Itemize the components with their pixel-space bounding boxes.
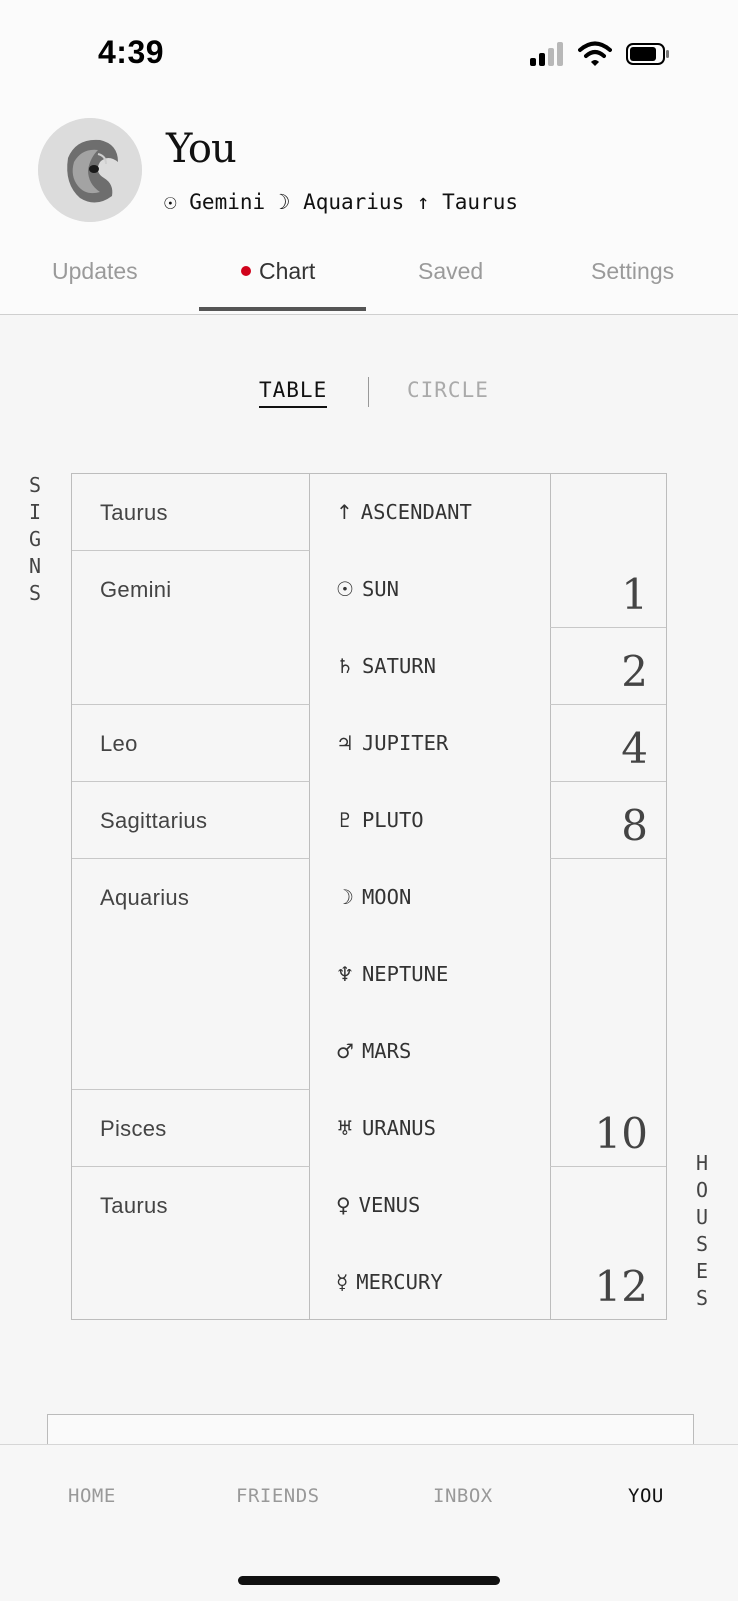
chart-table (71, 473, 667, 1320)
profile-name: You (166, 126, 236, 172)
venus-icon: ♀ (336, 1193, 351, 1217)
nav-you[interactable]: YOU (628, 1485, 664, 1507)
mars-icon: ♂ (336, 1039, 354, 1063)
axis-letter: I (28, 500, 42, 524)
axis-letter: E (695, 1259, 709, 1283)
active-dot-icon (241, 266, 251, 276)
view-toggle-table[interactable]: TABLE (259, 378, 327, 408)
profile-tabs (0, 250, 738, 314)
axis-letter: N (28, 554, 42, 578)
active-tab-indicator (199, 307, 366, 311)
house-cell[interactable]: 12 (594, 1262, 648, 1311)
ascendant-icon: ↑ (336, 500, 353, 524)
nav-inbox[interactable]: INBOX (433, 1485, 493, 1507)
sign-cell[interactable]: Gemini (72, 551, 310, 705)
planet-pluto[interactable]: ♇ PLUTO (336, 808, 424, 832)
nav-home[interactable]: HOME (68, 1485, 116, 1507)
toggle-divider (368, 377, 369, 407)
house-cell[interactable]: 4 (550, 705, 666, 782)
planet-moon[interactable]: ☽ MOON (336, 885, 412, 909)
planet-mercury[interactable]: ☿ MERCURY (336, 1270, 443, 1294)
house-cell[interactable]: 8 (550, 782, 666, 859)
planet-neptune[interactable]: ♆ NEPTUNE (336, 962, 449, 986)
battery-icon (626, 43, 670, 65)
status-time: 4:39 (98, 34, 165, 70)
tab-updates[interactable]: Updates (52, 258, 138, 284)
jupiter-icon: ♃ (336, 731, 354, 755)
sign-cell[interactable]: Aquarius (72, 859, 310, 1090)
sign-cell[interactable]: Pisces (72, 1090, 310, 1167)
big-three-summary: ☉ Gemini ☽ Aquarius ↑ Taurus (164, 190, 519, 214)
planet-venus[interactable]: ♀ VENUS (336, 1193, 421, 1217)
neptune-icon: ♆ (336, 962, 354, 986)
axis-letter: S (695, 1232, 709, 1256)
axis-letter: G (28, 527, 42, 551)
planet-jupiter[interactable]: ♃ JUPITER (336, 731, 449, 755)
sun-icon: ☉ (336, 577, 354, 601)
house-cell[interactable]: 1 (550, 474, 666, 628)
view-toggle-circle[interactable]: CIRCLE (407, 378, 489, 402)
house-cell[interactable]: 2 (550, 628, 666, 705)
tab-saved[interactable]: Saved (418, 258, 484, 284)
axis-letter: H (695, 1151, 709, 1175)
avatar[interactable] (38, 118, 142, 222)
axis-letter: U (695, 1205, 709, 1229)
houses-axis-label (692, 1150, 712, 1312)
sign-cell[interactable]: Sagittarius (72, 782, 310, 859)
moon-icon: ☽ (336, 885, 354, 909)
axis-letter: O (695, 1178, 709, 1202)
planet-mars[interactable]: ♂ MARS (336, 1039, 412, 1063)
axis-letter: S (28, 581, 42, 605)
profile-header (0, 0, 738, 315)
tab-chart[interactable]: Chart (241, 258, 315, 285)
pluto-icon: ♇ (336, 808, 354, 832)
planets-column (310, 474, 551, 1319)
saturn-icon: ♄ (336, 654, 354, 678)
axis-letter: S (28, 473, 42, 497)
planet-ascendant[interactable]: ↑ ASCENDANT (336, 500, 472, 524)
planet-sun[interactable]: ☉ SUN (336, 577, 399, 601)
axis-letter: S (695, 1286, 709, 1310)
signs-axis-label (25, 472, 45, 607)
sign-cell[interactable]: Taurus (72, 474, 310, 551)
mercury-icon: ☿ (336, 1270, 349, 1294)
planet-uranus[interactable]: ♅ URANUS (336, 1116, 436, 1140)
sign-cell[interactable]: Taurus (72, 1167, 310, 1319)
planet-saturn[interactable]: ♄ SATURN (336, 654, 436, 678)
sign-cell[interactable]: Leo (72, 705, 310, 782)
house-cell[interactable]: 10 (550, 859, 666, 1167)
cellular-signal-icon (530, 42, 566, 66)
nav-friends[interactable]: FRIENDS (236, 1485, 320, 1507)
tab-settings[interactable]: Settings (591, 258, 675, 284)
shell-image-icon (38, 118, 142, 222)
home-indicator[interactable] (238, 1576, 500, 1585)
wifi-icon (578, 40, 612, 68)
uranus-icon: ♅ (336, 1116, 354, 1140)
